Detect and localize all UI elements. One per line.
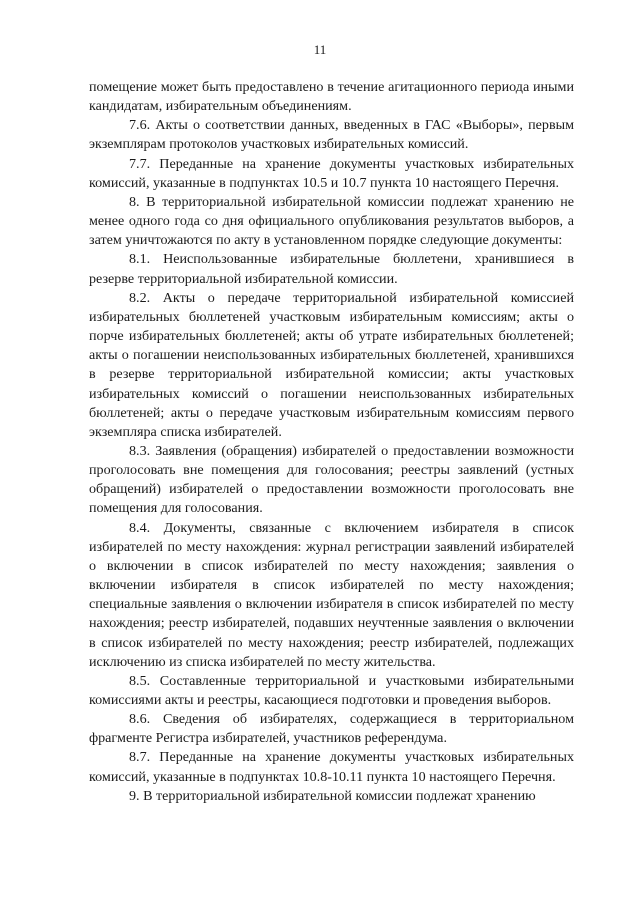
paragraph: 7.6. Акты о соответствии данных, введенных в ГАС «Выборы», первым экземплярам протоколов участковых избирательных комиссий. bbox=[89, 117, 574, 153]
paragraph: 8.3. Заявления (обращения) избирателей о предоставлении возможности проголосовать вне помещения для голосования; реестры заявлений (устных обращений) избирателей о предоставлении возможности проголосовать вне помещения для голосования. bbox=[89, 442, 574, 517]
paragraph: 8.7. Переданные на хранение документы участковых избирательных комиссий, указанные в подпунктах 10.8-10.11 пункта 10 настоящего Перечня. bbox=[89, 749, 574, 785]
paragraph: 8.1. Неиспользованные избирательные бюллетени, хранившиеся в резерве территориальной избирательной комиссии. bbox=[89, 251, 574, 287]
paragraph: 8.2. Акты о передаче территориальной избирательной комиссией избирательных бюллетеней участковым избирательным комиссиям; акты о порче избирательных бюллетеней; акты об утрате избирательных бюллетеней; акты о погашении неиспользованных избирательных бюллетеней, хранившихся в резерве территориальной избирательной комиссии; акты участковых избирательных комиссий о погашении неиспользованных избирательных бюллетеней; акты о передаче участковым избирательным комиссиям первого экземпляра списка избирателей. bbox=[89, 289, 574, 440]
paragraph: 9. В территориальной избирательной комиссии подлежат хранению bbox=[129, 787, 536, 804]
paragraph: 8.5. Составленные территориальной и участковыми избирательными комиссиями акты и реестры, касающиеся подготовки и проведения выборов. bbox=[89, 672, 574, 708]
paragraph: 8. В территориальной избирательной комиссии подлежат хранению не менее одного года со дня официального опубликования результатов выборов, а затем уничтожаются по акту в установленном порядке следующие документы: bbox=[89, 193, 574, 249]
page-number: 11 bbox=[313, 42, 327, 57]
paragraph: 8.6. Сведения об избирателях, содержащиеся в территориальном фрагменте Регистра избирателей, участников референдума. bbox=[89, 711, 574, 747]
paragraph: 7.7. Переданные на хранение документы участковых избирательных комиссий, указанные в подпунктах 10.5 и 10.7 пункта 10 настоящего Перечня. bbox=[89, 155, 574, 191]
paragraph: помещение может быть предоставлено в течение агитационного периода иными кандидатам, избирательным объединениям. bbox=[89, 79, 574, 115]
document-body bbox=[89, 78, 574, 806]
paragraph: 8.4. Документы, связанные с включением избирателя в список избирателей по месту нахождения: журнал регистрации заявлений избирателей о включении в список избирателей по месту нахождения; заявления о включении избирателя в список избирателей по месту нахождения; специальные заявления о включении избирателя в список избирателей по месту нахождения; реестр избирателей, подавших неучтенные заявления о включении в список избирателей по месту нахождения; реестр избирателей, подлежащих исключению из списка избирателей по месту жительства. bbox=[89, 519, 574, 670]
